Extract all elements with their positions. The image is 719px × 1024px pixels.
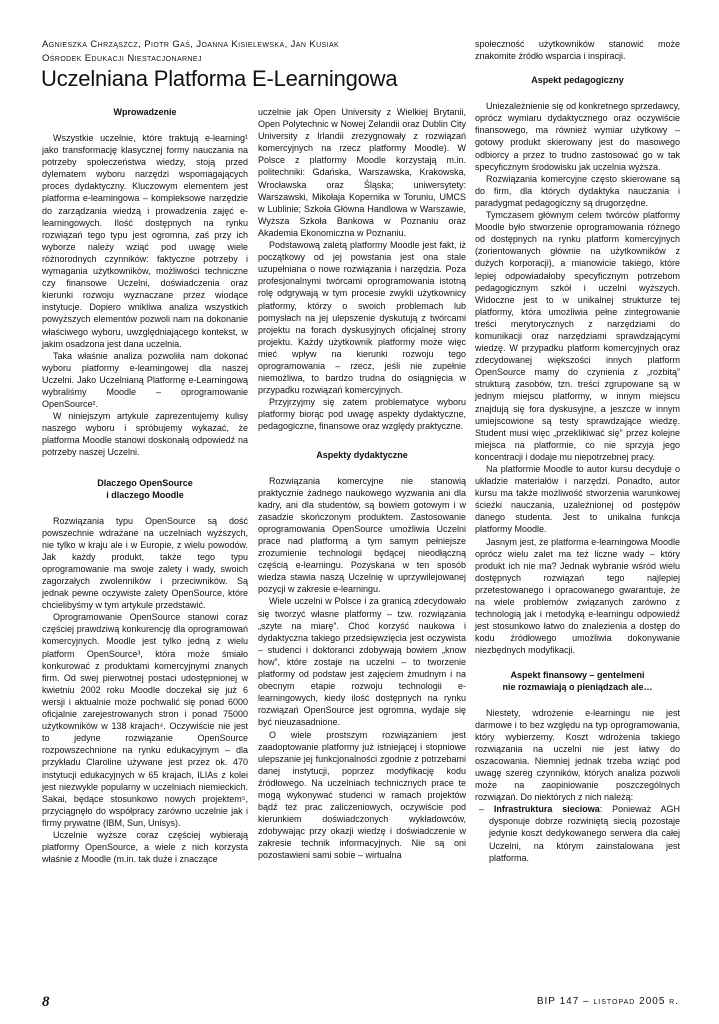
paragraph: Rozwiązania komercyjne nie stanowią praktycznie żadnego naukowego wyzwania ani dla kadry, ani dla studentów, są bowiem gotowym i w zasadzie skończonym produktem. Zastosowanie oprogramowania OpenSource umożliwia Uczelni prace nad platformą a tym samym pełniejsze zrozumienie technologii będącej nieodłączną częścią e-learningu. Pozyskana w ten sposób wiedza stawia naszą Uczelnię w uprzywilejowanej pozycji w zakresie e-learningu. [258,475,466,595]
paragraph: W niniejszym artykule zaprezentujemy kulisy naszego wyboru i spróbujemy wykazać, że platforma Moodle stanowi doskonałą odpowiedź na potrzeby naszej Uczelni. [42,411,248,458]
paragraph: O wiele prostszym rozwiązaniem jest zaadoptowanie platformy już istniejącej i stopniowe ulepszanie jej funkcjonalności zgodnie z potrzebami danej instytucji, poprzez modyfikację kodu źródłowego. Na uczelniach technicznych prace te mogą wykonywać studenci w ramach projektów bądź też prac zaliczeniowych, oczywiście pod kierunkiem doświadczonych wykładowców, zdobywając przy okazji wiedzę i doświadczenie w zakresie technik informacyjnych. Nie są oni pozostawieni sami sobie – wirtualna [258,729,466,861]
list-item: – Infrastruktura sieciowa: Ponieważ AGH dysponuje dobrze rozwiniętą siecią pozostaje jedynie koszt dedykowanego serwera dla całej Uczelni, na którym zainstalowana jest platforma. [479,804,680,863]
paragraph: Przyjrzyjmy się zatem problematyce wyboru platformy biorąc pod uwagę aspekty dydaktyczne, pedagogiczne, finansowe oraz względy praktyczne. [258,397,466,432]
paragraph: Na platformie Moodle to autor kursu decyduje o układzie materiałów i narzędzi. Ponadto, autor kursu ma także możliwość stworzenia warunkowej ścieżki nauczania, uzależnionej od postępów danego studenta. Jest to unikalna funkcja platformy Moodle. [475,464,680,535]
paragraph: uczelnie jak Open University z Wielkiej Brytanii, Open Polytechnic w Nowej Zelandii oraz Dublin City University z Irlandii zrezygnowały z rozwiązań komercyjnych na rzecz platformy Moodle). W Polsce z platformy Moodle korzystają m.in. politechniki: Gdańska, Warszawska, Krakowska, Wrocławska oraz Śląska; uniwersytety: Warszawski, Mikołaja Kopernika w Toruniu, UMCS w Lublinie; Szkoła Główna Handlowa w Warszawie, Wyższa Szkoła Bankowa w Poznaniu oraz Akademia Ekonomiczna w Poznaniu. [258,107,466,238]
paragraph: Oprogramowanie OpenSource stanowi coraz częściej prawdziwą konkurencję dla oprogramowań komercyjnych. Moodle jest tylko jedną z wielu platform OpenSource³, która może śmiało konkurować z produktami komercyjnymi znanych firm. Od swej pierwotnej postaci udostępnionej w kwietniu 2002 roku Moodle doczekał się już 6 wersji i aktualnie może pochwalić się ponad 6000 oficjalnie zarejestrowanych stron i ponad 75000 użytkowników w 138 krajach⁴. Oczywiście nie jest to jedyne rozwiązanie OpenSource rozpowszechnione na rynku edukacyjnym – dla przykładu Claroline używane jest przez ok. 470 instytucji edukacyjnych w 65 krajach, ILIAs z kolei jest niezwykle popularny w uczelniach niemieckich. Sakai, będące stosunkowo nowych projektem⁵, przyciągnęło do współpracy zarówno uczelnie jak i firmy prywatne (IBM, Sun, Unisys). [42,612,248,828]
section-heading-dlaczego [42,477,248,501]
heading-line: nie rozmawiają o pieniądzach ale… [502,681,653,692]
heading-line: i dlaczego Moodle [106,489,184,500]
section-heading-dydaktyczne: Aspekty dydaktyczne [316,449,408,460]
list-item-text: : Ponieważ AGH dysponuje dobrze rozwiniętą siecią pozostaje jedynie koszt dedykowanego serwera dla całej Uczelni, na którym zainstalowana jest platforma. [489,804,680,863]
paragraph: Wiele uczelni w Polsce i za granicą zdecydowało się tworzyć własne platformy – tzw. rozwiązania „szyte na miarę”. Choć korzyść naukowa i dydaktyczna takiego przedsięwzięcia jest oczywista – studenci i doktoranci zdobywają bowiem „know how”, które zostaje na uczelni – to tworzenie platformy od podstaw jest zajęciem żmudnym i na obecnym etapie rozwoju technologii e-learningowych, kiedy ilość dostępnych na rynku rozwiązań OpenSource jest ogromna, wydaje się być nieuzasadnione. [258,596,466,728]
paragraph: społeczność użytkowników stanowić może znakomite źródło wsparcia i inspiracji. [475,39,680,62]
paragraph: Jasnym jest, że platforma e-learningowa Moodle oprócz wielu zalet ma też liczne wady – który produkt ich nie ma? Jednak wybranie wśród wielu dostępnych rozwiązań tego najlepiej przetestowanego i opracowanego gwarantuje, że na wiele problemów związanych zarówno z technologią jak i metodyką e-learningu odpowiedź jest stosunkowo łatwo do znalezienia a dostęp do kodu źródłowego umożliwia dokonywanie niezbędnych modyfikacji. [475,536,680,656]
factor-list [475,803,680,863]
paragraph: Uniezależnienie się od konkretnego sprzedawcy, oprócz wymiaru dydaktycznego oraz oczywiście finansowego, ma również wymiar użytkowy – gotowy produkt skierowany jest do masowego odbiorcy a przez to trudno zastosować go w tak specyficznym środowisku jak uczelnia wyższa. [475,101,680,172]
section-heading-pedagogiczny: Aspekt pedagogiczny [531,75,624,86]
paragraph: Rozwiązania typu OpenSource są dość powszechnie wdrażane na uczelniach wyższych, nie tylko w kraju ale i w Europie, z wielu powodów. Jak każdy produkt, także tego typu oprogramowanie ma swoje zalety i wady, swoich zagorzałych zwolenników i przeciwników. Są jednak pewne oczywiste zalety OpenSource, które chcielibyśmy w tym artykule przedstawić. [42,515,248,611]
paragraph: Rozwiązania komercyjne często skierowane są do firm, dla których dydaktyka nauczania i paradygmat pedagogiczny są drugorzędne. [475,173,680,208]
paragraph: Taka właśnie analiza pozwoliła nam dokonać wyboru platformy e-learningowej dla naszej Uczelni. Jako Uczelnianą Platformę e-Learningową wybraliśmy Moodle – oprogramowanie OpenSource². [42,350,248,410]
section-heading-finansowy [475,669,680,693]
paragraph: Niestety, wdrożenie e-learningu nie jest darmowe i to bez względu na typ oprogramowania, który wybierzemy. Koszt wdrożenia takiego rozwiązania na uczelni nie jest łatwy do oszacowania. Niemniej jednak trzeba wziąć pod uwagę szereg czynników, których analiza pozwoli może na zaopiniowanie poszczególnych rozwiązań. Do niektórych z nich należą: [475,707,680,803]
heading-line: Dlaczego OpenSource [97,477,193,488]
article-title: Uczelniana Platforma E-Learningowa [41,66,398,91]
section-heading-wprowadzenie: Wprowadzenie [113,107,177,117]
list-item-term: Infrastruktura sieciowa [493,804,600,815]
authors: Agnieszka Chrząszcz, Piotr Gaś, Joanna Kisielewska, Jan Kusiak [42,39,340,50]
column-2 [258,106,466,862]
column-3 [475,38,680,864]
institution: Ośrodek Edukacji Niestacjonarnej [42,53,202,64]
authors-block [42,38,462,66]
page-number: 8 [42,994,50,1010]
paragraph: Uczelnie wyższe coraz częściej wybierają platformy OpenSource, a wiele z nich korzysta właśnie z Moodle (m.in. tak duże i znaczące [42,829,248,865]
paragraph: Wszystkie uczelnie, które traktują e-learning¹ jako transformację klasycznej formy nauczania na potrzeby społeczeństwa wiedzy, stoją przed dylematem wyboru narzędzi wspomagających proces dydaktyczny. Kluczowym elementem jest platforma e-learningowa – kompleksowe narzędzie do zarządzania wiedzą i prowadzenia zajęć e-learningowych. Ilość dostępnych na rynku rozwiązań tego typu jest ogromna, zaś przy ich wyborze należy wziąć pod uwagę wiele różnorodnych czynników: faktyczne potrzeby i wymagania użytkowników, możliwości techniczne czy finansowe Uczelni, doświadczenia oraz kierunki rozwoju wyznaczane przez wiodące instytucje. Dopiero wnikliwa analiza wszystkich powyższych elementów pozwoli nam na dokonanie właściwego wyboru, uwzględniającego kontekst, w jakim osadzona jest dana uczelnia. [42,133,248,349]
paragraph: Podstawową zaletą platformy Moodle jest fakt, iż początkowy od jej powstania jest ona stale uzupełniana o nowe rozwiązania i narzędzia. Poza profesjonalnymi twórcami oprogramowania istotną rolę odgrywają w tym procesie zwykli użytkownicy platformy, którzy o swoich problemach lub pomysłach na jej ulepszenie dyskutują z twórcami projektu na forach dyskusyjnych oficjalnej strony projektu. Każdy użytkownik platformy może więc mieć wpływ na kierunki rozwoju tego oprogramowania – rzecz, jeśli nie zupełnie niemożliwa, to bardzo trudna do osiągnięcia w przypadku rozwiązań komercyjnych. [258,240,466,396]
column-1 [42,106,248,865]
heading-line: Aspekt finansowy – gentelmeni [510,669,645,680]
paragraph: Tymczasem głównym celem twórców platformy Moodle było stworzenie oprogramowania różnego od dostępnych na rynku platform komercyjnych (zorientowanych głównie na użytkowników z dużych korporacji), a mianowicie takiego, które lepiej odpowiadałoby specyficznym potrzebom pedagogicznym szkół i uczelni wyższych. Widoczne jest to w unikalnej strukturze tej platformy, która umożliwia pełne zintegrowanie treści merytorycznych z narzędziami do komunikacji oraz narzędziami sprawdzającymi wiedzę. W przypadku platform komercyjnych oraz zdecydowanej większości innych platform OpenSource mamy do czynienia z „rozbitą” strukturą zasobów, tzn. treści zgrupowane są w jednym miejscu platformy, w innym miejscu znajdują się fora dyskusyjne, a jeszcze w innym umiejscowione są testy sprawdzające wiedzę. Student musi więc „przeklikiwać się” przez kolejne miejsca na platformie, co nie sprzyja jego koncentracji i dodaje mu niepotrzebnej pracy. [475,210,680,462]
publication-footer: BIP 147 – listopad 2005 r. [536,996,679,1007]
